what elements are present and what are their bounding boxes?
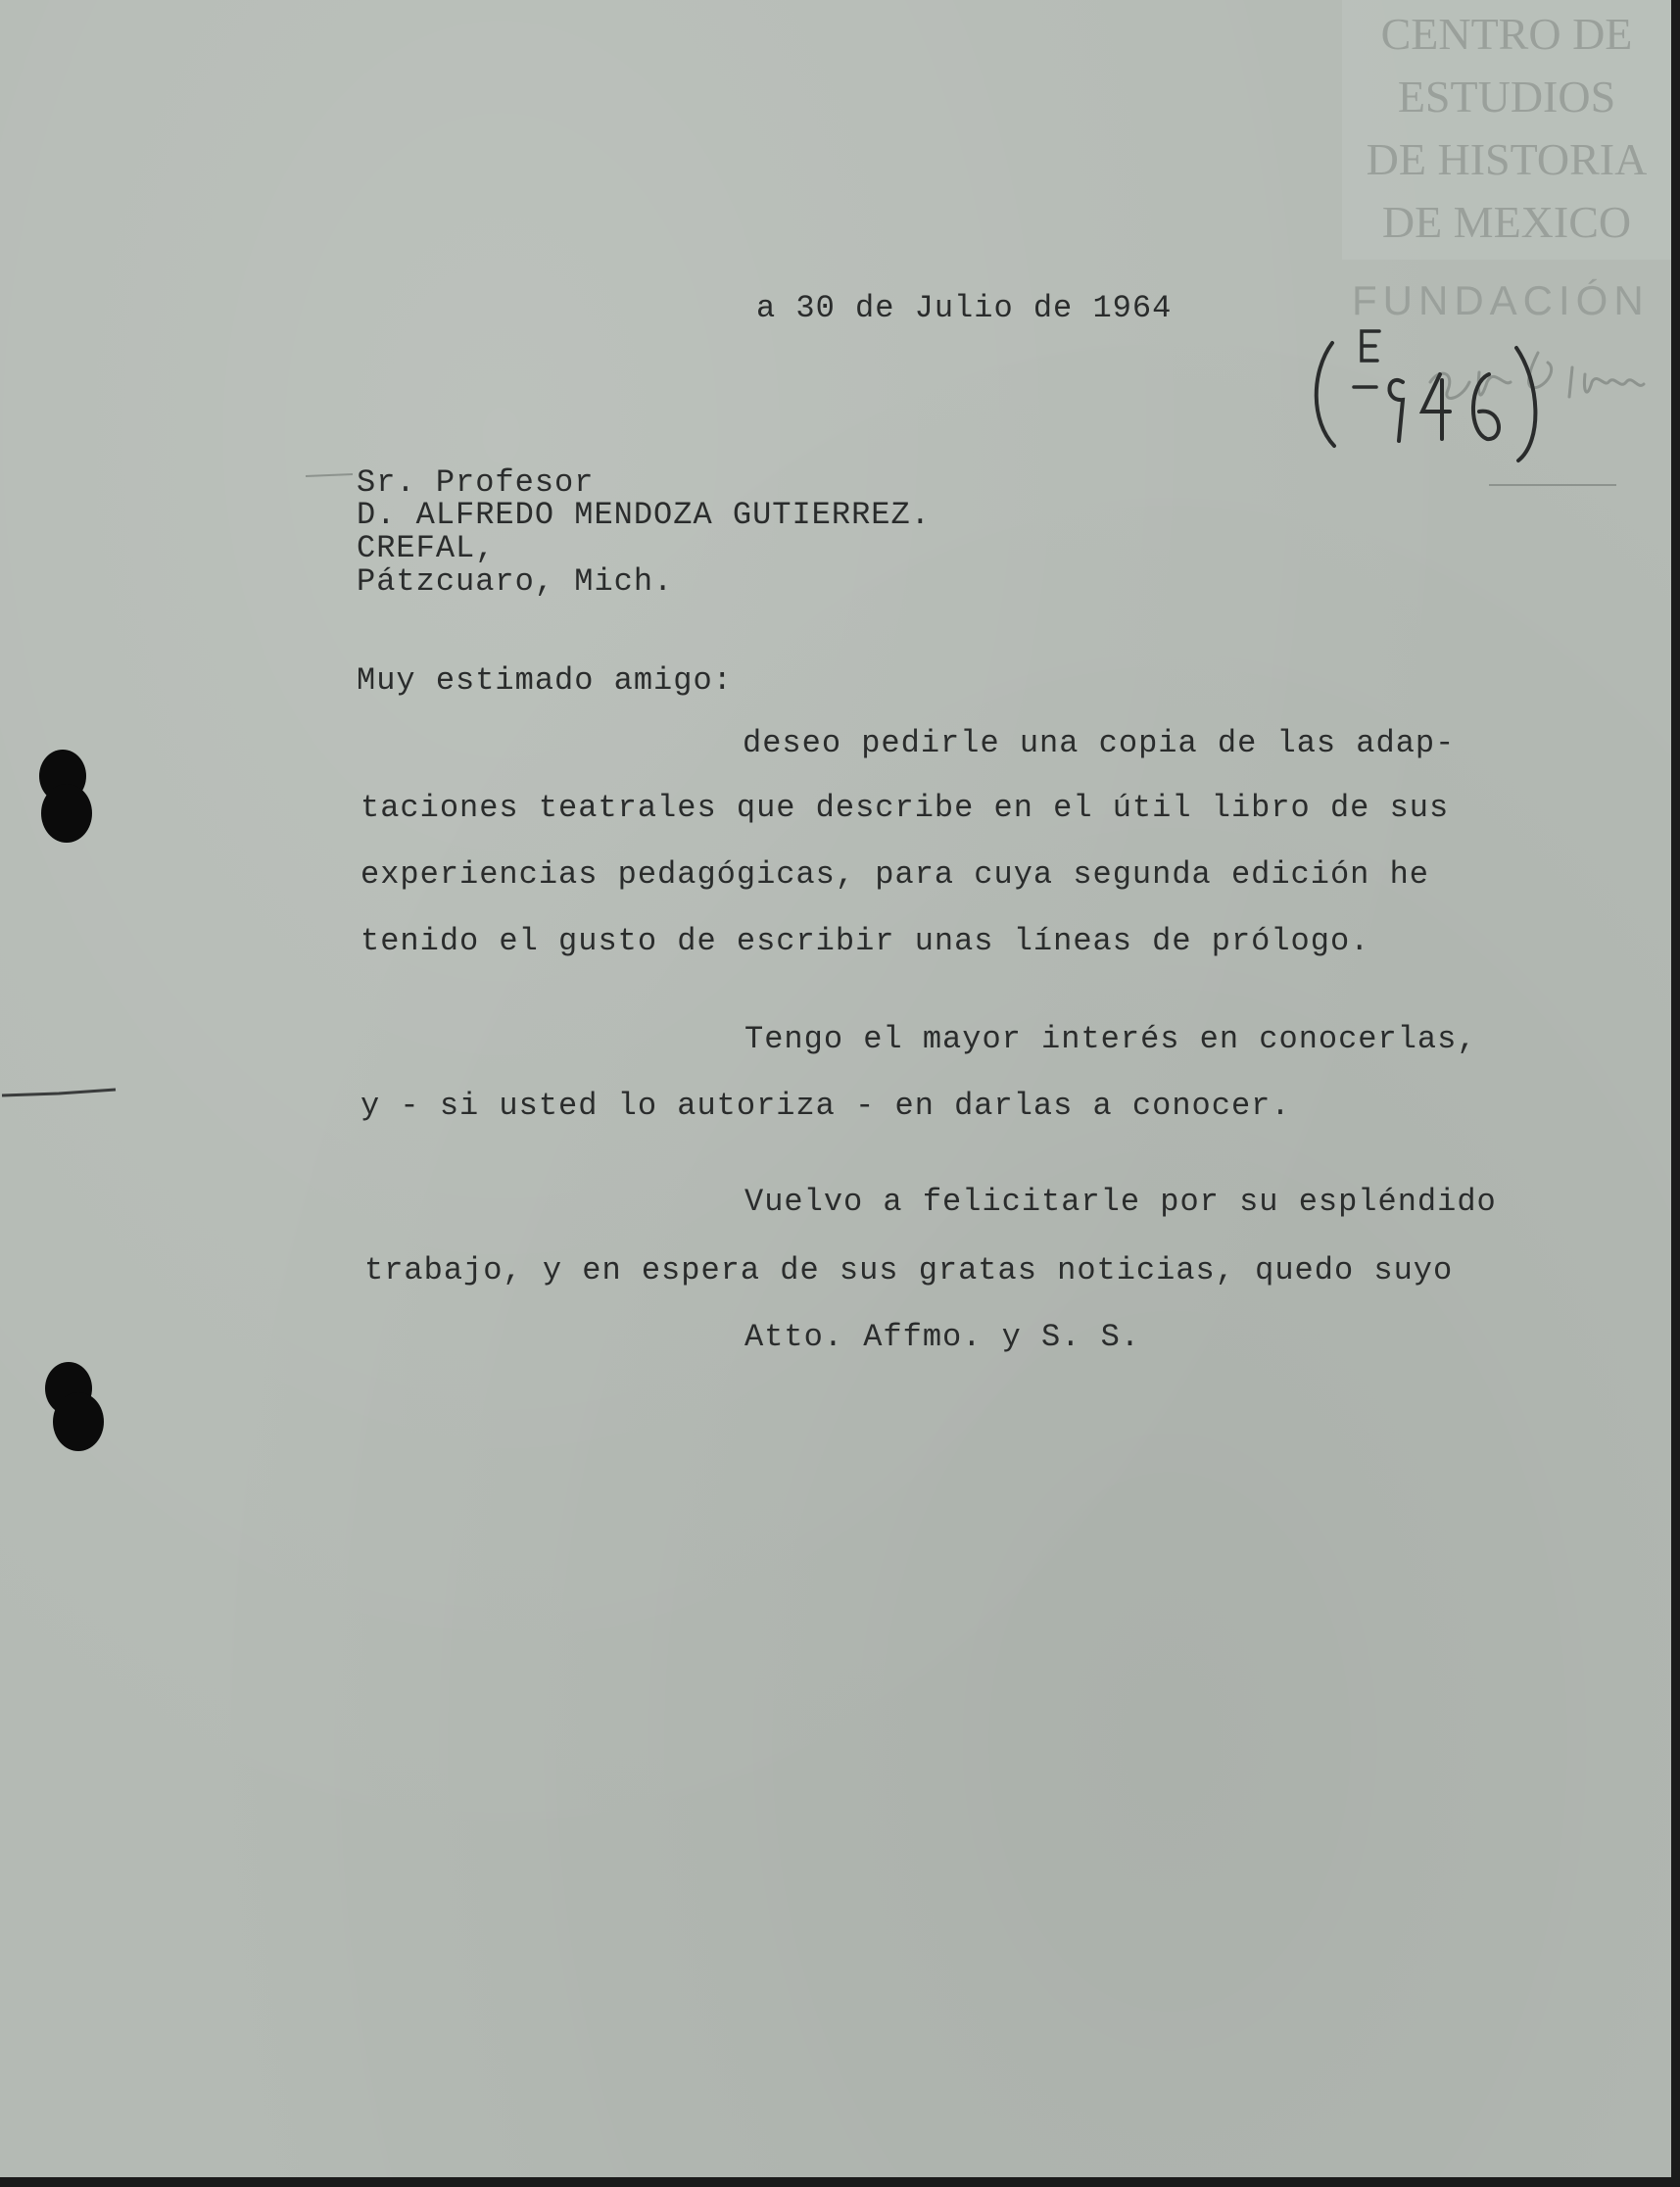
punch-hole: [27, 747, 102, 849]
body-line: y - si usted lo autoriza - en darlas a conocer.: [360, 1088, 1291, 1124]
salutation: Muy estimado amigo:: [357, 662, 733, 699]
recipient-line: D. ALFREDO MENDOZA GUTIERREZ.: [357, 497, 931, 533]
body-line: experiencias pedagógicas, para cuya segunda edición he: [360, 856, 1429, 893]
punch-hole: [39, 1357, 114, 1459]
body-line: Tengo el mayor interés en conocerlas,: [744, 1021, 1477, 1057]
body-line: taciones teatrales que describe en el útil libro de sus: [360, 790, 1450, 826]
watermark-line: ESTUDIOS: [1397, 72, 1616, 122]
body-line: trabajo, y en espera de sus gratas noticias, quedo suyo: [364, 1252, 1454, 1288]
recipient-line: Sr. Profesor: [357, 464, 595, 501]
watermark-line: DE MEXICO: [1381, 197, 1632, 247]
body-line: deseo pedirle una copia de las adap-: [743, 725, 1456, 761]
closing: Atto. Affmo. y S. S.: [744, 1319, 1141, 1355]
recipient-line: Pátzcuaro, Mich.: [357, 563, 674, 600]
letter-date: a 30 de Julio de 1964: [756, 290, 1173, 326]
watermark-fundacion: FUNDACIÓN: [1352, 277, 1650, 323]
recipient-line: CREFAL,: [357, 530, 496, 566]
margin-mark: [304, 468, 362, 482]
body-line: Vuelvo a felicitarle por su espléndido: [744, 1184, 1497, 1220]
archive-annotation: [1293, 314, 1671, 490]
margin-mark: [0, 1078, 127, 1107]
body-line: tenido el gusto de escribir unas líneas de prólogo.: [360, 923, 1370, 959]
watermark-line: CENTRO DE: [1380, 9, 1633, 59]
watermark-line: DE HISTORIA: [1366, 134, 1648, 184]
